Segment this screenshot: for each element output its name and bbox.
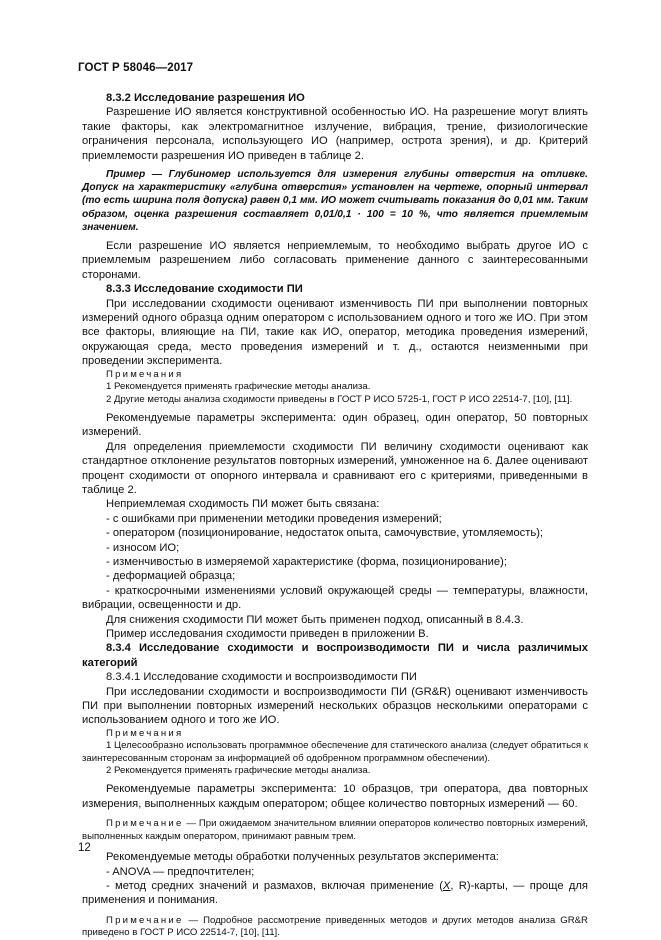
list-item: - краткосрочными изменениями условий окружающей среды — температуры, влажности, вибрации, освещенности и др.: [82, 584, 588, 612]
list-item: - износом ИО;: [106, 541, 180, 554]
s834-note-4: [82, 915, 588, 940]
list-item: - деформацией образца;: [106, 570, 236, 583]
s833-paragraph-1: При исследовании сходимости оценивают изменчивость ПИ при выполнении повторных измерений одного образца одним оператором с использованием одного и того же ИО. При этом все факторы, влияющие на ПИ, такие как ИО, оператор, методика проведения измерений, окружающая среда, место проведения измерений и т. д., остаются неизменными при проведении эксперимента.: [82, 297, 588, 368]
document-body: [82, 91, 588, 940]
s834-paragraph-1: При исследовании сходимости и воспроизводимости ПИ (GR&R) оценивают изменчивость ПИ при выполнении повторных измерений нескольких образцов несколькими операторами с использованием одного и того же ИО.: [82, 685, 588, 727]
s834-note-2: 2 Рекомендуется применять графические методы анализа.: [106, 765, 371, 777]
page-number: 12: [78, 842, 91, 854]
s834-note-3: [82, 818, 588, 843]
s833-paragraph-5: Для снижения сходимости ПИ может быть применен подход, описанный в 8.4.3.: [106, 613, 524, 626]
s832-paragraph-2: Если разрешение ИО является неприемлемым, то необходимо выбрать другое ИО с приемлемым разрешением либо согласовать применение данного с заинтересованными сторонами.: [82, 240, 588, 281]
s833-paragraph-4: Неприемлемая сходимость ПИ может быть связана:: [106, 498, 380, 511]
s834-paragraph-2: Рекомендуемые параметры эксперимента: 10 образцов, три оператора, два повторных измерения, выполненных каждым оператором; общее количество повторных измерений — 60.: [82, 783, 588, 810]
s834-note-1: 1 Целесообразно использовать программное обеспечение для статического анализа (следует обратиться к заинтересованным сторонам за информацией об одобренном программном обеспечении).: [82, 740, 588, 764]
s832-paragraph-1: Разрешение ИО является конструктивной особенностью ИО. На разрешение могут влиять такие факторы, как электромагнитное излучение, вибрация, трение, физиологические ограничения персонала, использующего ИО (например, острота зрения), и др. Критерий приемлемости разрешения ИО приведен в таблице 2.: [82, 106, 588, 162]
item-text: , R)-карты, — проще для применения и понимания.: [82, 879, 588, 907]
list-item: - с ошибками при применении методики проведения измерений;: [106, 512, 442, 525]
s834-notes-heading: Примечания: [106, 727, 184, 739]
list-item: - ANOVA — предпочтителен;: [106, 865, 255, 878]
s833-paragraph-6: Пример исследования сходимости приведен в приложении В.: [106, 628, 429, 641]
note-label: Примечание: [106, 914, 184, 926]
list-item: [82, 879, 588, 908]
s833-note-1: 1 Рекомендуется применять графические методы анализа.: [106, 381, 371, 393]
section-8-3-4-title: 8.3.4 Исследование сходимости и воспроизводимости ПИ и числа различимых категорий: [82, 642, 588, 669]
document-code: ГОСТ Р 58046—2017: [78, 62, 194, 74]
s833-paragraph-2: Рекомендуемые параметры эксперимента: один образец, один оператор, 50 повторных измерений.: [82, 411, 588, 439]
item-text: - метод средних значений и размахов, включая применение (: [106, 879, 443, 892]
s833-paragraph-3: Для определения приемлемости сходимости ПИ величину сходимости оценивают как стандартное отклонение результатов повторных измерений, умноженное на 6. Далее оценивают процент сходимости от опорного интервала и сравнивают его с критериями, приведенными в таблице 2.: [82, 440, 588, 496]
list-item: - оператором (позиционирование, недостаток опыта, самочувствие, утомляемость);: [106, 527, 544, 540]
note-text: — При ожидаемом значительном влиянии операторов количество повторных измерений, выполненных каждым оператором, принимают равным трем.: [82, 818, 588, 842]
note-label: Примечание: [106, 818, 184, 830]
section-8-3-4-1-title: 8.3.4.1 Исследование сходимости и воспроизводимости ПИ: [106, 671, 417, 684]
section-8-3-3-title: 8.3.3 Исследование сходимости ПИ: [106, 283, 303, 296]
s832-example: Пример — Глубиномер используется для измерения глубины отверстия на отливке. Допуск на характеристику «глубина отверстия» установлен на чертеже, опорный интервал (то есть ширина поля допуска) равен 0,1 мм. ИО может считывать показания до 0,01 мм. Таким образом, оценка разрешения составляет 0,01/0,1 · 100 = 10 %, что является приемлемым значением.: [82, 169, 588, 233]
x-bar-symbol: X: [442, 879, 451, 892]
list-item: - изменчивостью в измеряемой характеристике (форма, позиционирование);: [106, 555, 507, 568]
s833-notes-heading: Примечания: [106, 368, 184, 380]
note-text: — Подробное рассмотрение приведенных методов и других методов анализа GR&R приведено в ГОСТ Р ИСО 22514-7, [10], [11].: [82, 914, 588, 939]
section-8-3-2-title: 8.3.2 Исследование разрешения ИО: [106, 92, 305, 104]
s833-note-2: 2 Другие методы анализа сходимости приведены в ГОСТ Р ИСО 5725-1, ГОСТ Р ИСО 22514-7, [10], [11].: [106, 393, 573, 405]
s834-paragraph-3: Рекомендуемые методы обработки полученных результатов эксперимента:: [106, 851, 499, 864]
